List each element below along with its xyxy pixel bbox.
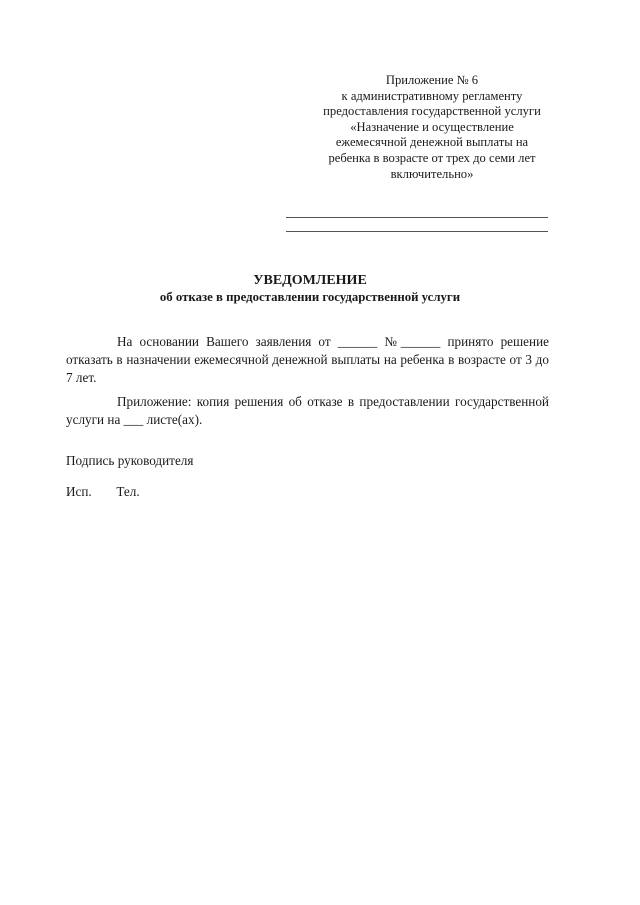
appendix-line: предоставления государственной услуги: [323, 104, 541, 119]
appendix-line: Приложение № 6: [385, 73, 479, 87]
signature-label: Подпись руководителя: [66, 453, 194, 468]
number-sign: №: [384, 334, 401, 349]
application-number-blank: ______: [400, 334, 441, 349]
sheets-count-blank: ___: [123, 412, 144, 427]
attachment-text-start: Приложение: копия решения об отказе в предоставлении государственной услуги на: [66, 394, 549, 427]
phone-label: Тел.: [116, 484, 140, 499]
appendix-line: «Назначение и осуществление: [350, 119, 514, 134]
decision-text-end: принято решение отказать в назначении ежемесячной денежной выплаты на ребенка в возрасте от 3 до 7 лет.: [66, 334, 549, 385]
attachment-text-end: листе(ах).: [146, 412, 203, 427]
recipient-line-1: [286, 217, 548, 218]
appendix-line: включительно»: [390, 166, 474, 181]
appendix-line: к административному регламенту: [341, 88, 523, 103]
application-date-blank: ______: [337, 334, 378, 349]
paragraph-decision: [66, 333, 549, 387]
document-title: [60, 272, 560, 306]
appendix-line: ежемесячной денежной выплаты на: [335, 135, 529, 150]
executor-row: [66, 483, 140, 501]
decision-text-start: На основании Вашего заявления от: [117, 334, 331, 349]
appendix-line: ребенка в возрасте от трех до семи лет: [328, 150, 536, 165]
paragraph-attachment: [66, 393, 549, 429]
recipient-line-2: [286, 231, 548, 232]
executor-label: Исп.: [66, 484, 92, 499]
title-subtitle: об отказе в предоставлении государственной услуги: [159, 290, 461, 304]
title-main: УВЕДОМЛЕНИЕ: [253, 273, 367, 288]
appendix-header: [300, 73, 564, 182]
